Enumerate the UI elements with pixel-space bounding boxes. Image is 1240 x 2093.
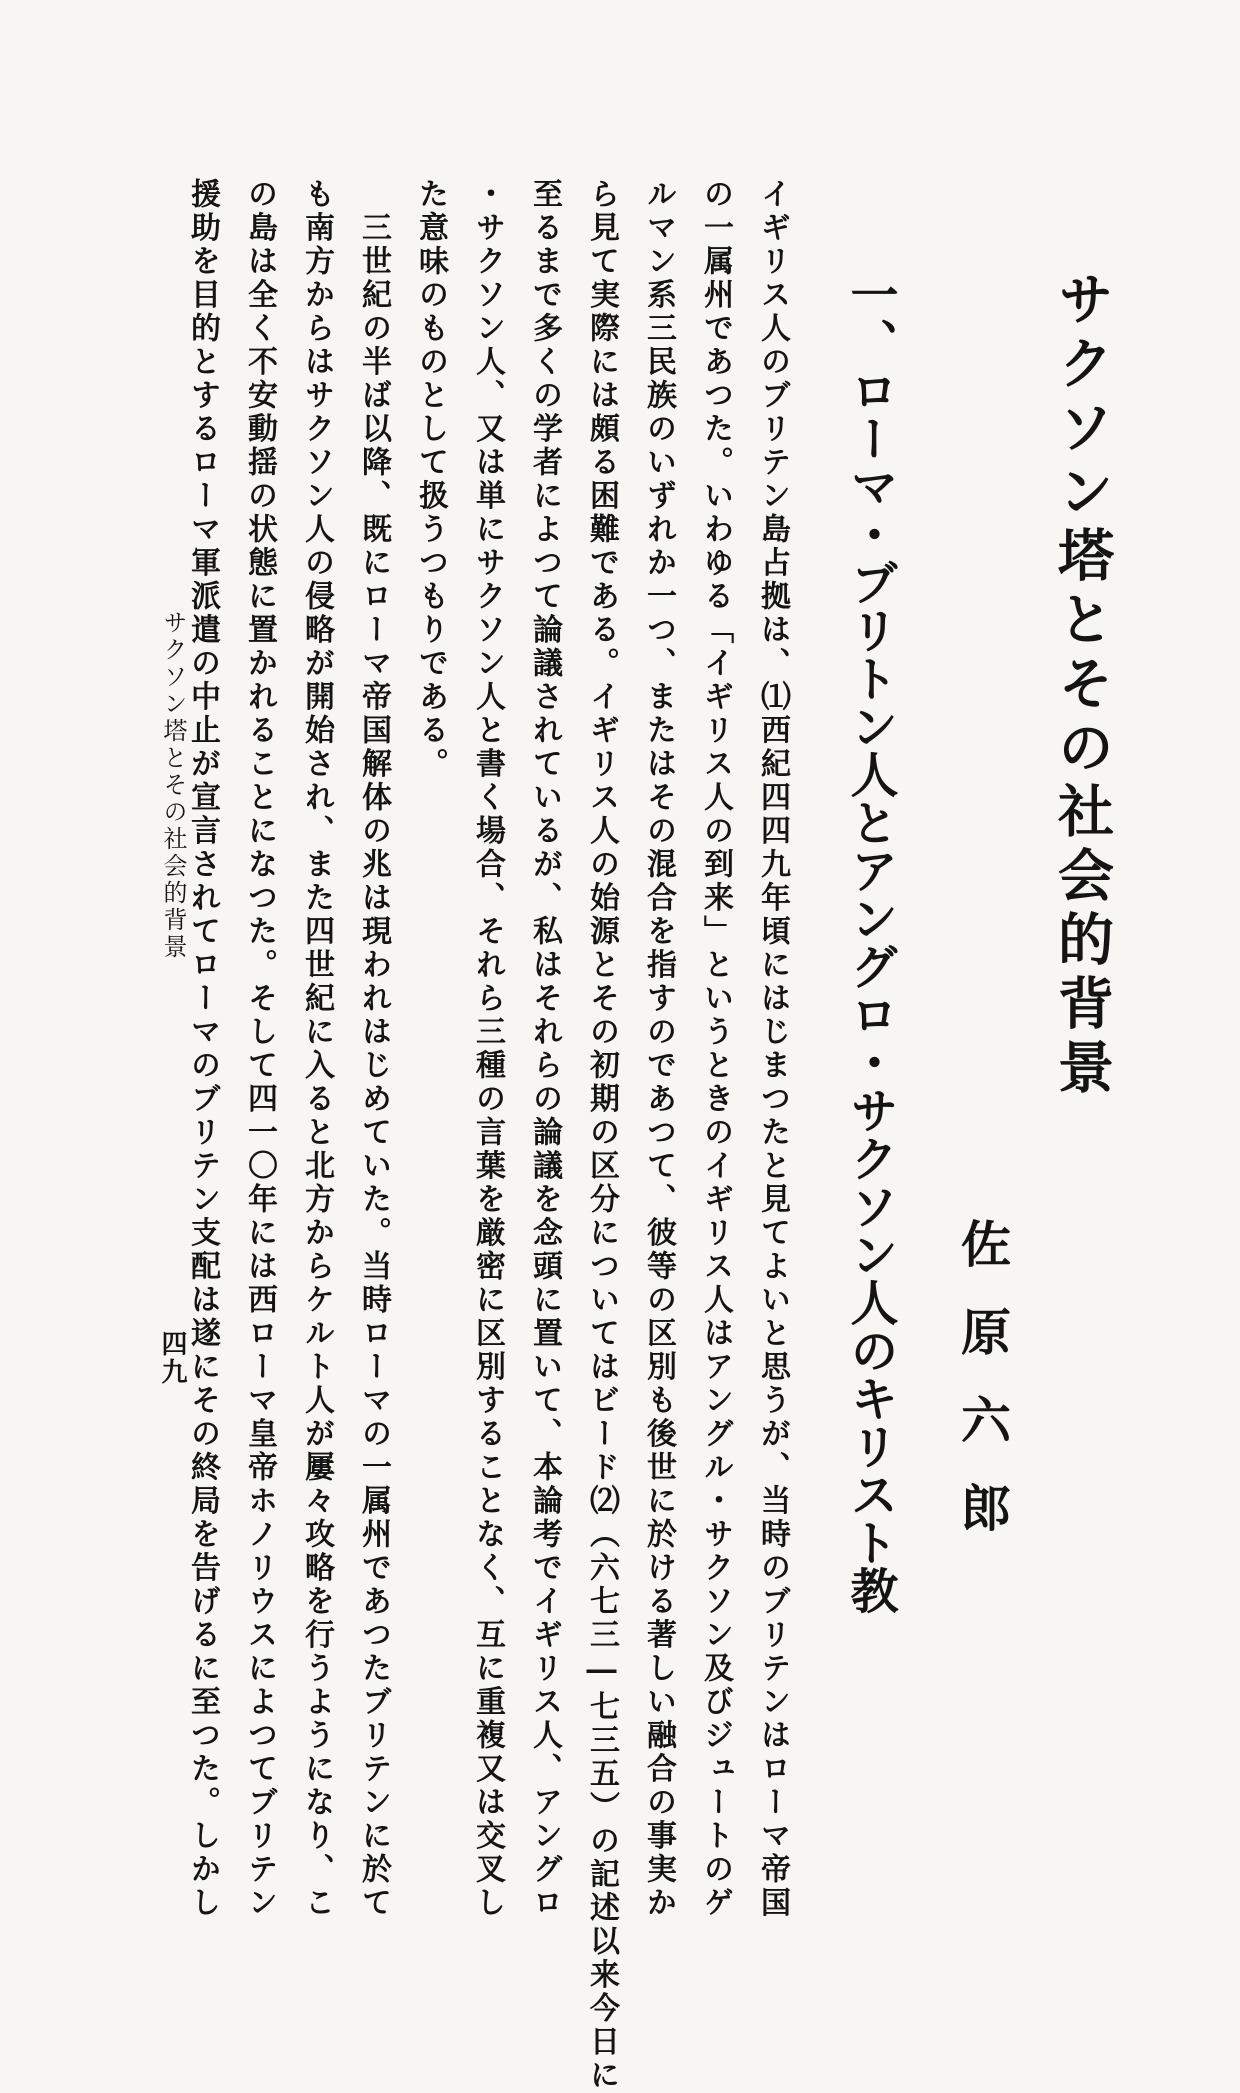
body-line: ら見て実際には頗る困難である。イギリス人の始源とその初期の区分についてはビード⑵（六七三―七三五）の記述以来今日に xyxy=(584,178,619,2093)
body-line: も南方からはサクソン人の侵略が開始され、また四世紀に入ると北方からケルト人が屢々攻略を行うようになり、こ xyxy=(299,178,334,1920)
body-line: イギリス人のブリテン島占拠は、⑴西紀四四九年頃にはじまつたと見てよいと思うが、当時のブリテンはローマ帝国 xyxy=(755,178,790,1920)
body-line: た意味のものとして扱うつもりである。 xyxy=(413,178,448,781)
body-line: 援助を目的とするローマ軍派遣の中止が宣言されてローマのブリテン支配は遂にその終局を告げるに至つた。しかし xyxy=(185,178,220,1920)
page-title: サクソン塔とその社会的背景 xyxy=(1049,270,1115,1102)
page-number: 四九 xyxy=(157,1330,187,1386)
body-line: 三世紀の半ば以降、既にローマ帝国解体の兆は現われはじめていた。当時ローマの一属州であつたブリテンに於て xyxy=(356,178,391,1920)
section-heading: 一、ローマ・ブリトン人とアングロ・サクソン人のキリスト教 xyxy=(842,270,898,1614)
body-line: の島は全く不安動揺の状態に置かれることになつた。そして四一〇年には西ローマ皇帝ホノリウスによつてブリテン xyxy=(242,178,277,1920)
body-line: 至るまで多くの学者によつて論議されているが、私はそれらの論議を念頭に置いて、本論考でイギリス人、アングロ xyxy=(527,178,562,1920)
body-line: ルマン系三民族のいずれか一つ、またはその混合を指すのであつて、彼等の区別も後世に於ける著しい融合の事実か xyxy=(641,178,676,1920)
running-title: サクソン塔とその社会的背景 xyxy=(159,610,187,961)
author-name: 佐原六郎 xyxy=(953,1218,1012,1570)
body-line: の一属州であつた。いわゆる「イギリス人の到来」というときのイギリス人はアングル・サクソン及びジュートのゲ xyxy=(698,178,733,1920)
body-line: ・サクソン人、又は単にサクソン人と書く場合、それら三種の言葉を厳密に区別することなく、互に重複又は交叉し xyxy=(470,178,505,1920)
